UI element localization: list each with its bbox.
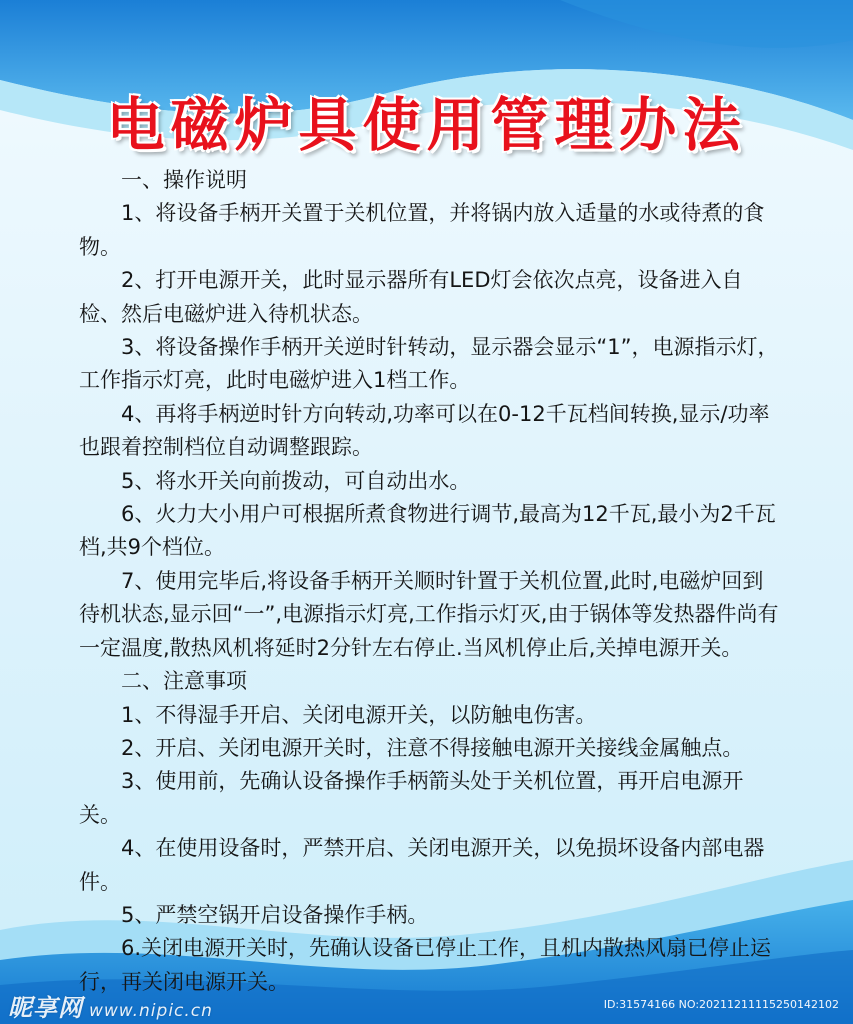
paragraph: 7、使用完毕后,将设备手柄开关顺时针置于关机位置,此时,电磁炉回到待机状态,显示回“一”,电源指示灯亮,工作指示灯灭,由于锅体等发热器件尚有一定温度,散热风机将延时2分针左右停止.当风机停止后,关掉电源开关。 (79, 568, 779, 660)
paragraph: 6、火力大小用户可根据所煮食物进行调节,最高为12千瓦,最小为2千瓦档,共9个档位。 (79, 502, 776, 560)
section-heading-operation: 一、操作说明 (121, 168, 247, 192)
watermark-id: ID:31574166 NO:20211211115250142102 (603, 998, 839, 1011)
page-title: 电磁炉具使用管理办法 (106, 91, 747, 159)
paragraph: 1、不得湿手开启、关闭电源开关，以防触电伤害。 (121, 702, 597, 727)
section-heading-notes: 二、注意事项 (121, 669, 247, 694)
paragraph: 4、再将手柄逆时针方向转动,功率可以在0-12千瓦档间转换,显示/功率也跟着控制档位自动调整跟踪。 (79, 401, 770, 460)
paragraph: 3、使用前，先确认设备操作手柄箭头处于关机位置，再开启电源开关。 (79, 769, 744, 827)
paragraph: 3、将设备操作手柄开关逆时针转动，显示器会显示“1”，电源指示灯，工作指示灯亮，此时电磁炉进入1档工作。 (79, 335, 779, 393)
watermark-logo (8, 988, 213, 1023)
watermark-url: www.nipic.cn (89, 1001, 213, 1021)
paragraph: 6.关闭电源开关时，先确认设备已停止工作，且机内散热风扇已停止运行，再关闭电源开关。 (79, 936, 772, 994)
paragraph: 2、打开电源开关，此时显示器所有LED灯会依次点亮，设备进入自检、然后电磁炉进入待机状态。 (79, 268, 743, 326)
paragraph: 5、将水开关向前拨动，可自动出水。 (121, 468, 471, 493)
document-body (79, 164, 779, 999)
paragraph: 1、将设备手柄开关置于关机位置，并将锅内放入适量的水或待煮的食物。 (79, 201, 765, 259)
paragraph: 2、开启、关闭电源开关时，注意不得接触电源开关接线金属触点。 (121, 735, 744, 760)
paragraph: 4、在使用设备时，严禁开启、关闭电源开关，以免损坏设备内部电器件。 (79, 836, 765, 894)
paragraph: 5、严禁空锅开启设备操作手柄。 (121, 902, 429, 927)
watermark-logo-text: 昵享网 (8, 994, 83, 1022)
